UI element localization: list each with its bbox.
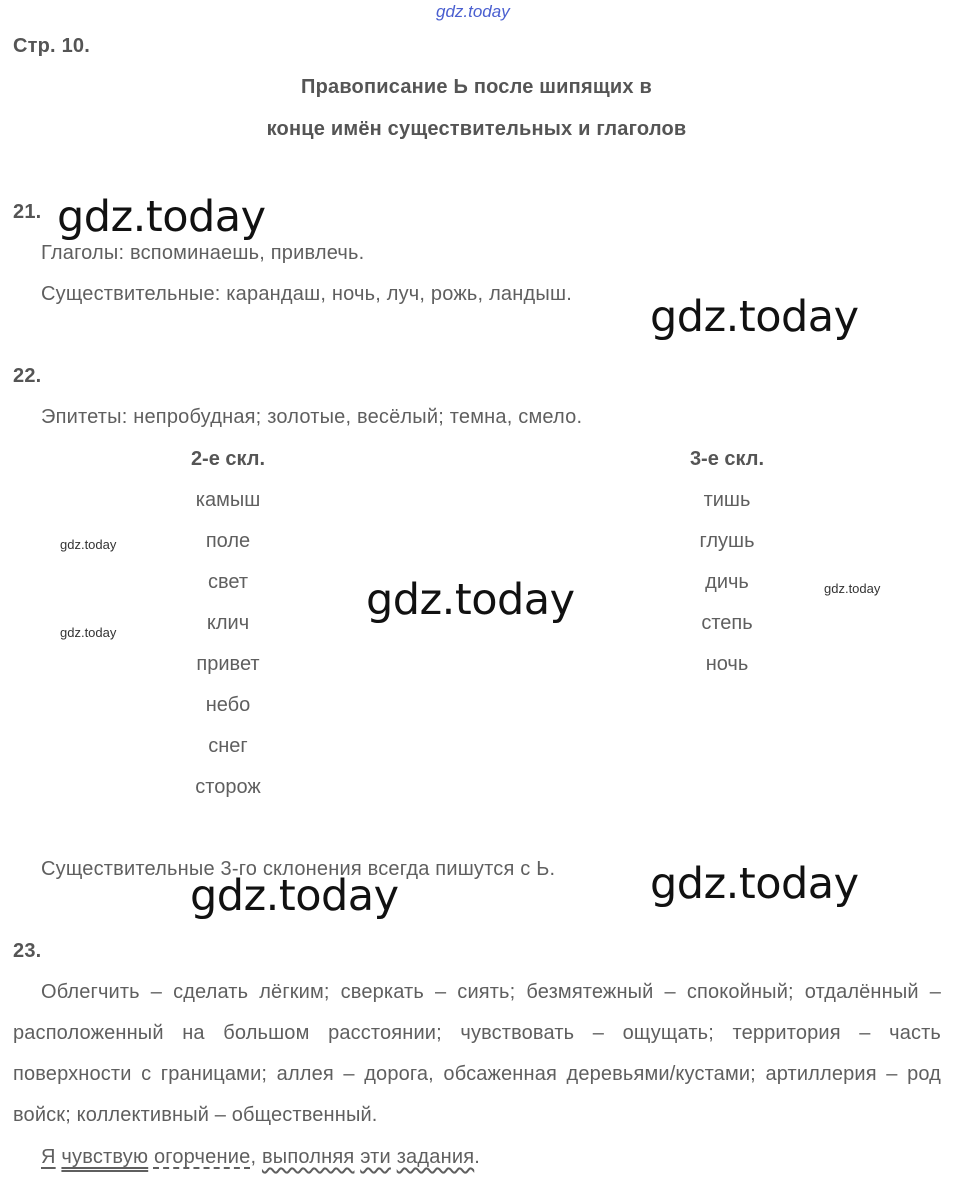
exercise-21-verbs: Глаголы: вспоминаешь, привлечь.	[41, 242, 365, 264]
exercise-22-epithets: Эпитеты: непробудная; золотые, весёлый; темна, смело.	[41, 406, 583, 428]
word: снег	[208, 735, 248, 757]
sentence-separator: ,	[250, 1146, 262, 1168]
watermark: gdz.today	[57, 192, 266, 242]
adverbial-phrase-word: эти	[360, 1146, 391, 1168]
watermark: gdz.today	[60, 537, 117, 552]
watermark: gdz.today	[650, 292, 859, 342]
page-reference: Стр. 10.	[13, 35, 90, 57]
exercise-23-number: 23.	[13, 940, 42, 962]
title-line-2: конце имён существительных и глаголов	[266, 118, 687, 140]
adverbial-phrase-word: выполняя	[261, 1146, 355, 1168]
word: глушь	[699, 530, 755, 552]
word: степь	[701, 612, 753, 634]
word: тишь	[703, 489, 751, 511]
word: привет	[196, 653, 260, 675]
watermark: gdz.today	[824, 581, 881, 596]
declension-2-column	[128, 448, 328, 817]
exercise-23-sentence	[41, 1146, 480, 1169]
subject-word: Я	[41, 1146, 56, 1168]
word: небо	[205, 694, 251, 716]
declension-3-header: 3-е скл.	[689, 448, 765, 470]
declension-3-column	[627, 448, 827, 694]
word: поле	[205, 530, 251, 552]
word: клич	[206, 612, 250, 634]
top-watermark: gdz.today	[436, 2, 510, 21]
title-line-1: Правописание Ь после шипящих в	[301, 76, 652, 98]
declension-2-header: 2-е скл.	[190, 448, 266, 470]
watermark: gdz.today	[650, 859, 859, 909]
exercise-22-number: 22.	[13, 365, 42, 387]
watermark: gdz.today	[190, 871, 399, 921]
watermark: gdz.today	[366, 575, 575, 625]
predicate-word: чувствую	[61, 1146, 149, 1168]
sentence-end: .	[474, 1146, 480, 1168]
exercise-22-conclusion: Существительные 3-го склонения всегда пишутся с Ь.	[41, 858, 556, 880]
object-word: огорчение	[153, 1146, 251, 1168]
word: дичь	[705, 571, 749, 593]
word: камыш	[195, 489, 261, 511]
exercise-21-nouns: Существительные: карандаш, ночь, луч, рожь, ландыш.	[41, 283, 572, 305]
watermark: gdz.today	[60, 625, 117, 640]
word: сторож	[195, 776, 261, 798]
word: ночь	[705, 653, 749, 675]
adverbial-phrase-word: задания	[396, 1146, 475, 1168]
exercise-21-number: 21.	[13, 201, 42, 223]
word: свет	[207, 571, 249, 593]
exercise-23-paragraph: Облегчить – сделать лёгким; сверкать – сиять; безмятежный – спокойный; отдалённый – расположенный на большом расстоянии; чувствовать – ощущать; территория – часть поверхности с границами; аллея – дорога, обсаженная деревьями/кустами; артиллерия – род войск; коллективный – общественный.	[13, 981, 941, 1126]
